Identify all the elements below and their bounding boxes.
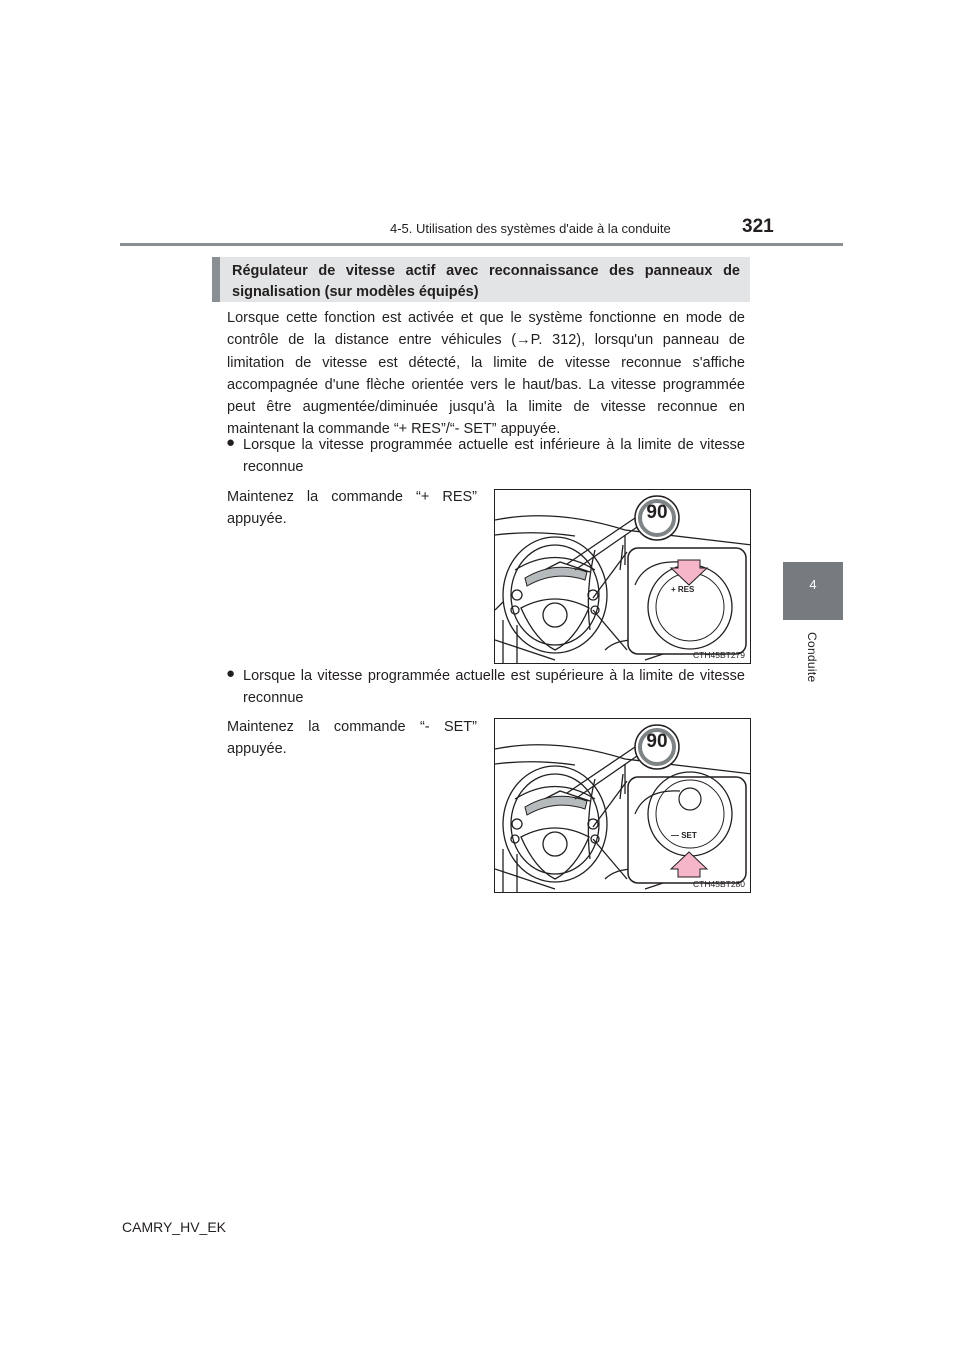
case-instruction: Maintenez la commande “- SET” appuyée. bbox=[227, 719, 477, 758]
steering-wheel-illustration bbox=[495, 719, 751, 893]
section-paragraph: Lorsque cette fonction est activée et que le système fonctionne en mode de contrôle de la distance entre véhicules (→P. 312), lorsqu'un panneau de limitation de vitesse est détecté, la limite de vitesse reconnue s'affiche accompagnée d'une flèche orientée vers le haut/bas. La vitesse programmée peut être augmentée/diminuée jusqu'à la limite de vitesse reconnue en maintenant la commande “+ RES”/“- SET” appuyée. bbox=[227, 310, 745, 438]
page-number: 321 bbox=[742, 216, 774, 237]
section-title: Régulateur de vitesse actif avec reconnaissance des panneaux de signalisation (sur modèles équipés) bbox=[232, 263, 740, 300]
bullet: ● bbox=[226, 434, 236, 451]
case-condition: Lorsque la vitesse programmée actuelle est inférieure à la limite de vitesse reconnue bbox=[243, 437, 745, 476]
header-section-title: 4-5. Utilisation des systèmes d'aide à la conduite bbox=[390, 221, 671, 236]
figure-set bbox=[494, 718, 751, 893]
figure-code: CTH45BT280 bbox=[693, 879, 745, 889]
chapter-label: Conduite bbox=[805, 632, 819, 683]
chapter-tab bbox=[783, 562, 843, 620]
bullet: ● bbox=[226, 665, 236, 682]
chapter-number: 4 bbox=[809, 577, 817, 592]
section-heading-box bbox=[212, 257, 750, 302]
header-rule bbox=[120, 243, 843, 246]
case-condition: Lorsque la vitesse programmée actuelle est supérieure à la limite de vitesse reconnue bbox=[243, 668, 745, 707]
switch-label: — SET bbox=[671, 831, 697, 840]
sign-value: 90 bbox=[646, 502, 668, 523]
footer-model-code: CAMRY_HV_EK bbox=[122, 1219, 227, 1235]
case-instruction: Maintenez la commande “+ RES” appuyée. bbox=[227, 489, 477, 528]
figure-code: CTH45BT279 bbox=[693, 650, 745, 660]
sign-value: 90 bbox=[646, 731, 668, 752]
figure-res bbox=[494, 489, 751, 664]
switch-label: + RES bbox=[671, 585, 695, 594]
steering-wheel-illustration bbox=[495, 490, 751, 664]
